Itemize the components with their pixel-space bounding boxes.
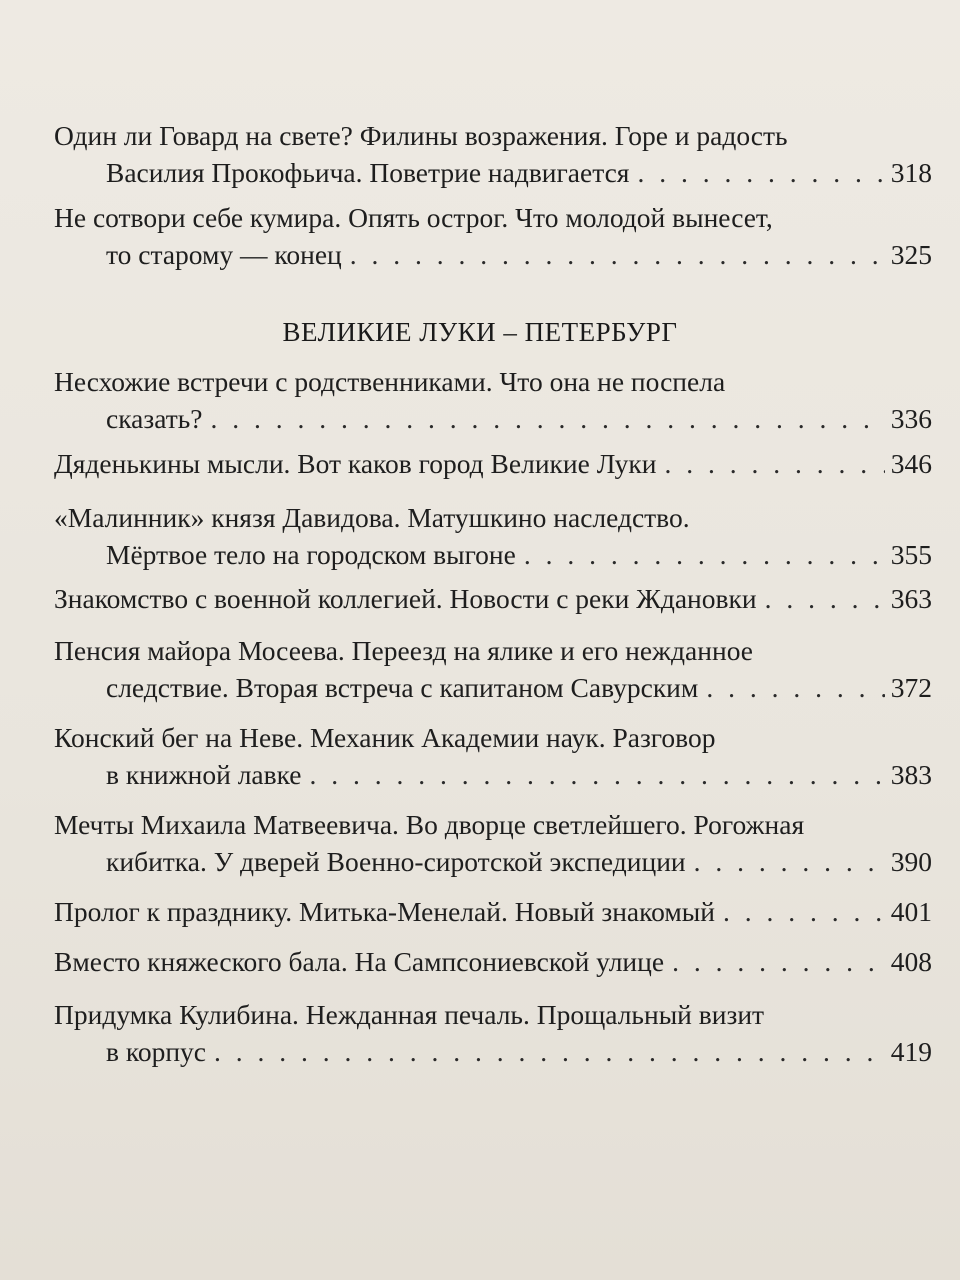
toc-page-number: 363 bbox=[890, 583, 932, 614]
toc-entry bbox=[54, 806, 932, 880]
toc-entry bbox=[54, 632, 932, 706]
toc-entry-title-line2: следствие. Вторая встреча с капитаном Савурским bbox=[106, 672, 699, 703]
toc-entry bbox=[54, 117, 932, 191]
toc-page-number: 325 bbox=[890, 239, 932, 270]
toc-page-number: 390 bbox=[890, 846, 932, 877]
toc-entry-title: Вместо княжеского бала. На Сампсониевской улице bbox=[54, 946, 665, 977]
toc-entry-title-line1: Пенсия майора Мосеева. Переезд на ялике и его нежданное bbox=[54, 635, 753, 666]
toc-entry bbox=[54, 719, 932, 793]
toc-entry-title: Дяденькины мысли. Вот каков город Великие Луки bbox=[54, 448, 657, 479]
dot-leader bbox=[310, 756, 885, 793]
toc-entry-title-line2: Василия Прокофьича. Поветрие надвигается bbox=[106, 157, 630, 188]
dot-leader bbox=[524, 536, 885, 573]
toc-entry-title-line1: Не сотвори себе кумира. Опять острог. Что молодой вынесет, bbox=[54, 202, 773, 233]
toc-entry-title-line2: Мёртвое тело на городском выгоне bbox=[106, 539, 516, 570]
dot-leader bbox=[637, 154, 884, 191]
toc-entry bbox=[54, 996, 932, 1070]
dot-leader bbox=[694, 843, 885, 880]
toc-entry-title: Пролог к празднику. Митька-Менелай. Новый знакомый bbox=[54, 896, 715, 927]
toc-entry-title-line2: то старому — конец bbox=[106, 239, 342, 270]
toc-entry bbox=[54, 445, 932, 482]
toc-page-number: 408 bbox=[890, 946, 932, 977]
toc-entry-title-line2: сказать? bbox=[106, 403, 203, 434]
toc-page-number: 372 bbox=[890, 672, 932, 703]
dot-leader bbox=[672, 943, 885, 980]
toc-page-number: 336 bbox=[890, 403, 932, 434]
toc-entry-title-line2: в корпус bbox=[106, 1036, 206, 1067]
dot-leader bbox=[214, 1033, 885, 1070]
toc-entry-title-line1: Придумка Кулибина. Нежданная печаль. Прощальный визит bbox=[54, 999, 765, 1030]
toc-entry bbox=[54, 943, 932, 980]
dot-leader bbox=[350, 236, 885, 273]
toc-entry-title-line1: Мечты Михаила Матвеевича. Во дворце светлейшего. Рогожная bbox=[54, 809, 805, 840]
toc-entry-title: Знакомство с военной коллегией. Новости с реки Ждановки bbox=[54, 583, 757, 614]
toc-page-number: 383 bbox=[890, 759, 932, 790]
toc-entry-title-line2: кибитка. У дверей Военно-сиротской экспедиции bbox=[106, 846, 686, 877]
toc-page-number: 419 bbox=[890, 1036, 932, 1067]
toc-entry-title-line1: «Малинник» князя Давидова. Матушкино наследство. bbox=[54, 502, 690, 533]
toc-entry bbox=[54, 363, 932, 437]
toc-entry-title-line1: Один ли Говард на свете? Филины возражения. Горе и радость bbox=[54, 120, 788, 151]
dot-leader bbox=[706, 669, 884, 706]
toc-entry-title-line1: Конский бег на Неве. Механик Академии наук. Разговор bbox=[54, 722, 716, 753]
toc-entry bbox=[54, 199, 932, 273]
toc-page-number: 318 bbox=[890, 157, 932, 188]
toc-entry bbox=[54, 499, 932, 573]
toc-entry-title-line2: в книжной лавке bbox=[106, 759, 302, 790]
toc-page-number: 346 bbox=[890, 448, 932, 479]
section-heading: ВЕЛИКИЕ ЛУКИ – ПЕТЕРБУРГ bbox=[282, 317, 678, 347]
toc-page-number: 401 bbox=[890, 896, 932, 927]
toc-entry bbox=[54, 580, 932, 617]
dot-leader bbox=[723, 893, 885, 930]
dot-leader bbox=[210, 400, 884, 437]
toc-page-number: 355 bbox=[890, 539, 932, 570]
toc-entry bbox=[54, 893, 932, 930]
dot-leader bbox=[765, 580, 885, 617]
toc-entry-title-line1: Несхожие встречи с родственниками. Что она не поспела bbox=[54, 366, 726, 397]
dot-leader bbox=[665, 445, 885, 482]
